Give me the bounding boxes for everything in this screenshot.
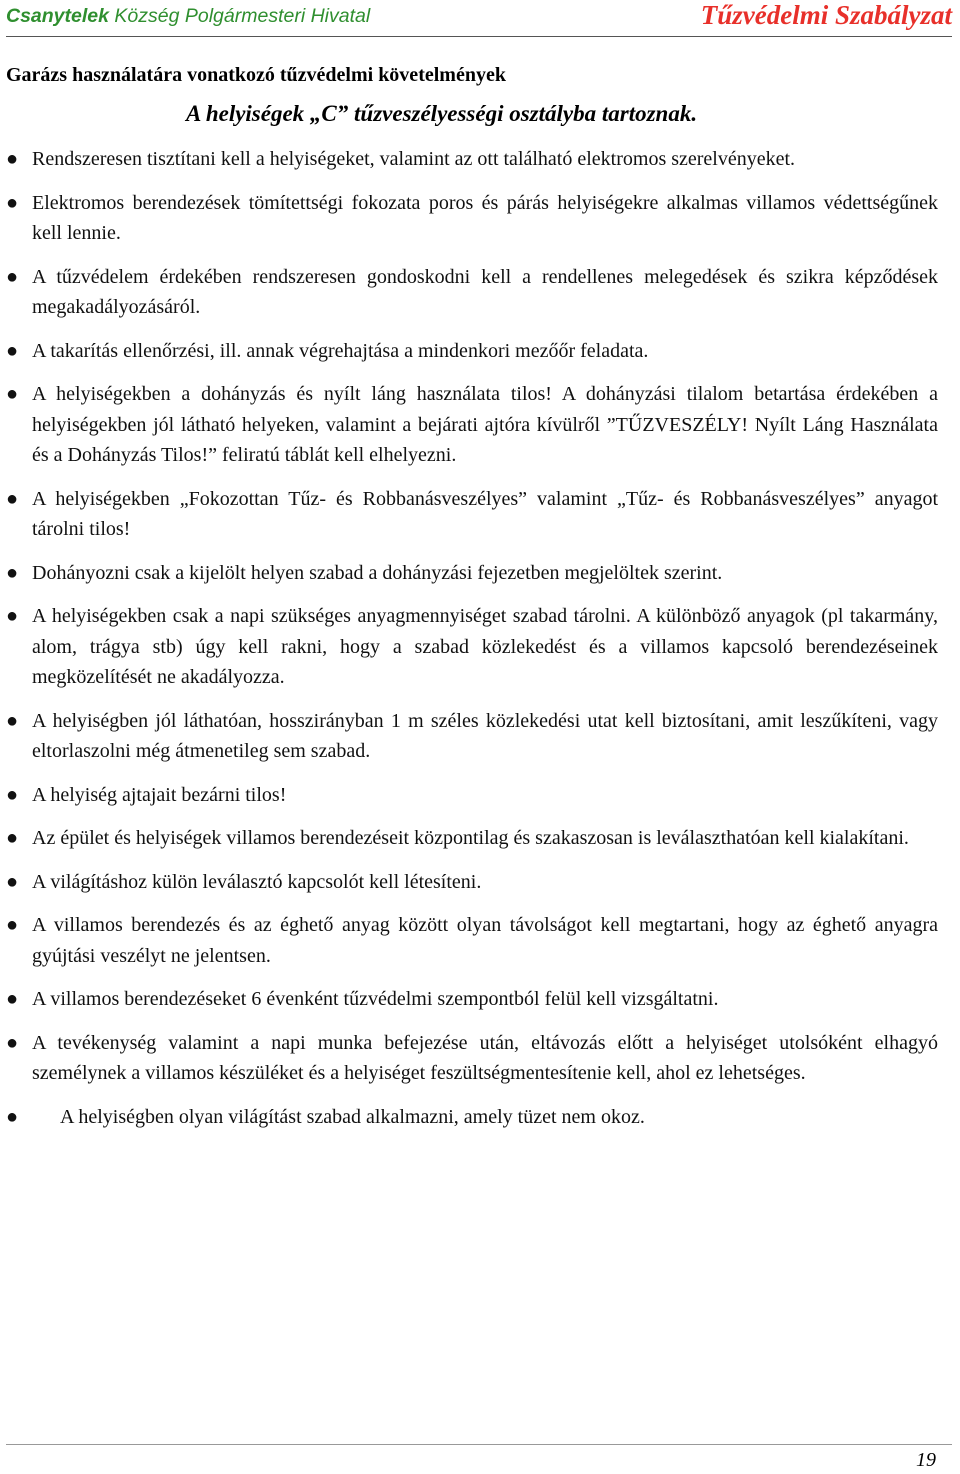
header-institution-rest: Község Polgármesteri Hivatal (108, 5, 371, 27)
rule-item (6, 558, 938, 589)
header-brand: Csanytelek (6, 5, 109, 27)
header-document-title: Tűzvédelmi Szabályzat (700, 0, 952, 30)
bullet-icon: ● (6, 827, 19, 849)
rule-text: A helyiségekben csak a napi szükséges anyagmennyiséget szabad tárolni. A különböző anyagok (pl takarmány, alom, trágya stb) úgy kell rakni, hogy a szabad közlekedést és a villamos kapcsoló berendezéseinek megközelítését ne akadályozza. (32, 605, 938, 688)
bullet-icon: ● (6, 148, 19, 170)
bullet-icon: ● (6, 870, 19, 893)
rule-item (6, 823, 938, 854)
rule-text: A tűzvédelem érdekében rendszeresen gondoskodni kell a rendellenes melegedések és szikra képződések megakadályozásáról. (32, 265, 938, 318)
rule-text: A helyiségekben „Fokozottan Tűz- és Robbanásveszélyes” valamint „Tűz- és Robbanásveszélyes” anyagot tárolni tilos! (32, 487, 938, 540)
rule-item (6, 780, 938, 811)
rule-text: Az épület és helyiségek villamos berendezéseit központilag és szakaszosan is leválaszthatóan kell kialakítani. (32, 827, 909, 849)
section-title: Garázs használatára vonatkozó tűzvédelmi követelmények (6, 64, 506, 86)
rule-item (6, 144, 938, 175)
rule-text: A takarítás ellenőrzési, ill. annak végrehajtása a mindenkori mezőőr feladata. (32, 339, 649, 362)
bullet-icon: ● (6, 265, 19, 288)
page-number: 19 (916, 1449, 936, 1471)
rule-text: Elektromos berendezések tömítettségi fokozata poros és párás helyiségekre alkalmas villamos védettségűnek kell lennie. (32, 191, 938, 244)
header-institution (6, 5, 370, 28)
rules-list (0, 144, 960, 1145)
footer-divider (6, 1444, 952, 1445)
rule-item (6, 1028, 938, 1089)
rule-item (6, 601, 938, 693)
rule-item (6, 1102, 938, 1133)
fire-class-statement: A helyiségek „C” tűzveszélyességi osztályba tartoznak. (186, 101, 698, 126)
bullet-icon: ● (6, 1031, 19, 1054)
bullet-icon: ● (6, 339, 19, 362)
rule-text: A helyiségekben a dohányzás és nyílt láng használata tilos! A dohányzási tilalom betartása érdekében a helyiségekben jól látható helyeken, valamint a bejárati ajtóra kívülről ”TŰZVESZÉLY! Nyílt Láng Használata és a Dohányzás Tilos!” feliratú táblát kell elhelyezni. (32, 383, 938, 466)
rule-item (6, 910, 938, 971)
rule-text: A villamos berendezés és az éghető anyag között olyan távolságot kell megtartani, hogy az éghető anyagra gyújtási veszélyt ne jelentsen. (32, 914, 938, 967)
rule-text: A tevékenység valamint a napi munka befejezése után, eltávozás előtt a helyiséget utolsóként elhagyó személynek a villamos készüléket és a helyiséget feszültségmentesítenie kell, ahol ez lehetséges. (32, 1031, 938, 1084)
rule-text: A helyiségben olyan világítást szabad alkalmazni, amely tüzet nem okoz. (60, 1105, 645, 1128)
rule-item (6, 336, 938, 367)
bullet-icon: ● (6, 383, 19, 405)
rule-item (6, 262, 938, 323)
rule-item (6, 984, 938, 1015)
bullet-icon: ● (6, 783, 19, 806)
rule-item (6, 379, 938, 471)
bullet-icon: ● (6, 561, 19, 584)
bullet-icon: ● (6, 988, 19, 1010)
rule-text: A helyiség ajtajait bezárni tilos! (32, 783, 287, 806)
page-header (6, 0, 952, 37)
bullet-icon: ● (6, 709, 19, 732)
rule-item (6, 867, 938, 898)
rule-text: Rendszeresen tisztítani kell a helyiségeket, valamint az ott található elektromos szerelvényeket. (32, 148, 796, 170)
rule-item (6, 706, 938, 767)
bullet-icon: ● (6, 914, 19, 936)
bullet-icon: ● (6, 191, 19, 214)
rule-text: A helyiségben jól láthatóan, hosszirányban 1 m széles közlekedési utat kell biztosítani, amit leszűkíteni, vagy eltorlaszolni még átmenetileg sem szabad. (32, 709, 938, 762)
rule-text: Dohányozni csak a kijelölt helyen szabad a dohányzási fejezetben megjelöltek szerint. (32, 561, 723, 584)
bullet-icon: ● (6, 487, 19, 510)
rule-item (6, 188, 938, 249)
rule-text: A villamos berendezéseket 6 évenként tűzvédelmi szempontból felül kell vizsgáltatni. (32, 988, 719, 1010)
rule-text: A világításhoz külön leválasztó kapcsolót kell létesíteni. (32, 870, 482, 893)
rule-item (6, 484, 938, 545)
bullet-icon: ● (6, 1105, 19, 1128)
bullet-icon: ● (6, 605, 19, 627)
